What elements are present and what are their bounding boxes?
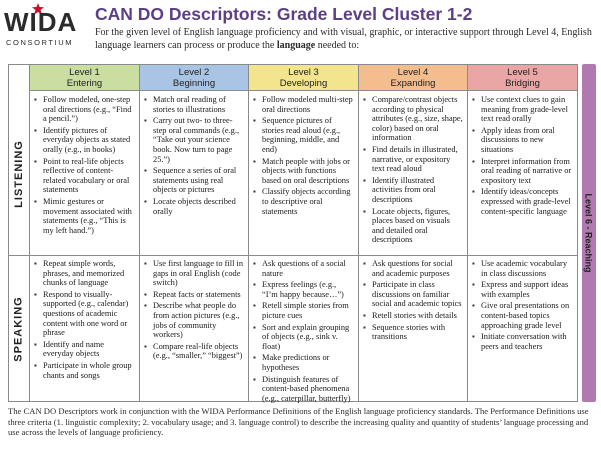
descriptor-item: ▪ Sequence a series of oral statements using real objects or pictures	[144, 166, 244, 195]
descriptor-item: ▪ Find details in illustrated, narrative, or expository text read aloud	[363, 145, 463, 174]
descriptor-item: ▪ Distinguish features of content-based phenomena (e.g., caterpillar, butterfly)	[253, 375, 354, 404]
speaking-cell	[30, 256, 139, 382]
level-number: Level 4	[397, 67, 429, 78]
descriptor-item: ▪ Express feelings (e.g., “I’m happy because…”)	[253, 280, 354, 299]
descriptor-item: ▪ Repeat simple words, phrases, and memorized chunks of language	[34, 259, 135, 288]
level-header	[249, 65, 358, 91]
descriptor-item: ▪ Initiate conversation with peers and teachers	[472, 332, 573, 351]
descriptor-item: ▪ Sequence pictures of stories read aloud (e.g., beginning, middle, and end)	[253, 116, 354, 154]
level-name: Expanding	[390, 78, 436, 89]
logo-wordmark: WIDA	[4, 7, 78, 37]
level-6-reaching-bar: Level 6 - Reaching	[582, 64, 596, 402]
level-number: Level 3	[288, 67, 319, 78]
level-name: Entering	[66, 78, 103, 89]
speaking-cell	[249, 256, 358, 405]
level-column-3	[248, 65, 358, 401]
level-column-2	[139, 65, 248, 401]
descriptor-item: ▪ Retell stories with details	[363, 311, 463, 321]
descriptor-item: ▪ Identify and name everyday objects	[34, 340, 135, 359]
descriptor-item: ▪ Give oral presentations on content-based topics approaching grade level	[472, 301, 573, 330]
descriptor-item: ▪ Compare real-life objects (e.g., “smaller,” “biggest”)	[144, 342, 244, 361]
descriptor-item: ▪ Identify illustrated activities from oral descriptions	[363, 176, 463, 205]
level-column-5	[467, 65, 577, 401]
level-header	[30, 65, 139, 91]
descriptor-item: ▪ Retell simple stories from picture cues	[253, 301, 354, 320]
descriptor-item: ▪ Follow modeled multi-step oral directions	[253, 95, 354, 114]
descriptor-item: ▪ Carry out two- to three-step oral commands (e.g., “Take out your science book. Now turn to page 25.”)	[144, 116, 244, 164]
level-header	[140, 65, 248, 91]
descriptor-item: ▪ Repeat facts or statements	[144, 290, 244, 300]
level-header	[359, 65, 467, 91]
descriptor-item: ▪ Match oral reading of stories to illustrations	[144, 95, 244, 114]
wida-logo	[4, 3, 86, 55]
descriptor-item: ▪ Compare/contrast objects according to physical attributes (e.g., size, shape, color) based on oral information	[363, 95, 463, 143]
descriptor-item: ▪ Mimic gestures or movement associated with statements (e.g., “This is my left hand.”)	[34, 197, 135, 235]
level-number: Level 5	[507, 67, 538, 78]
descriptor-item: ▪ Follow modeled, one-step oral directions (e.g., “Find a pencil.”)	[34, 95, 135, 124]
listening-cell	[359, 92, 467, 247]
descriptor-item: ▪ Apply ideas from oral discussions to new situations	[472, 126, 573, 155]
footer-note: The CAN DO Descriptors work in conjunction with the WIDA Performance Definitions of the English language proficiency standards. The Performance Definitions use three criteria (1. linguistic complexity; 2. vocabulary usage; and 3. language control) to describe the increasing quality and quantity of students’ language processing and use across the levels of language proficiency.	[8, 406, 589, 438]
level-number: Level 1	[69, 67, 100, 78]
listening-cell	[30, 92, 139, 237]
logo-subtitle: CONSORTIUM	[6, 38, 74, 47]
page-title: CAN DO Descriptors: Grade Level Cluster 1-2	[95, 4, 473, 24]
descriptor-item: ▪ Point to real-life objects reflective of content-related vocabulary or oral statements	[34, 157, 135, 195]
level-name: Developing	[279, 78, 328, 89]
descriptor-item: ▪ Interpret information from oral reading of narrative or expository text	[472, 157, 573, 186]
descriptor-item: ▪ Locate objects described orally	[144, 197, 244, 216]
descriptor-item: ▪ Make predictions or hypotheses	[253, 353, 354, 372]
descriptor-item: ▪ Respond to visually-supported (e.g., calendar) questions of academic content with one word or phrase	[34, 290, 135, 338]
row-label-listening: LISTENING	[13, 139, 26, 208]
level-column-4	[358, 65, 467, 401]
descriptor-item: ▪ Identify pictures of everyday objects as stated orally (e.g., in books)	[34, 126, 135, 155]
descriptor-item: ▪ Locate objects, figures, places based on visuals and detailed oral descriptions	[363, 207, 463, 245]
descriptor-item: ▪ Identify ideas/concepts expressed with grade-level content-specific language	[472, 187, 573, 216]
descriptor-item: ▪ Use academic vocabulary in class discussions	[472, 259, 573, 278]
descriptor-item: ▪ Sort and explain grouping of objects (e.g., sink v. float)	[253, 323, 354, 352]
descriptor-item: ▪ Classify objects according to descriptive oral statements	[253, 187, 354, 216]
listening-cell	[249, 92, 358, 218]
level-name: Bridging	[505, 78, 540, 89]
descriptor-item: ▪ Participate in whole group chants and songs	[34, 361, 135, 380]
descriptor-item: ▪ Match people with jobs or objects with functions based on oral descriptions	[253, 157, 354, 186]
level-name: Beginning	[172, 78, 216, 89]
descriptor-item: ▪ Participate in class discussions on familiar social and academic topics	[363, 280, 463, 309]
descriptor-item: ▪ Ask questions for social and academic purposes	[363, 259, 463, 278]
descriptor-item: ▪ Ask questions of a social nature	[253, 259, 354, 278]
level-column-1	[29, 65, 139, 401]
intro-text: For the given level of English language proficiency and with visual, graphic, or interactive support through Level 4, English language learners can process or produce the language needed to:	[95, 27, 592, 51]
row-label-speaking: SPEAKING	[13, 295, 25, 362]
descriptor-table	[8, 64, 578, 402]
descriptor-item: ▪ Use context clues to gain meaning from grade-level text read orally	[472, 95, 573, 124]
descriptor-item: ▪ Use first language to fill in gaps in oral English (code switch)	[144, 259, 244, 288]
listening-cell	[468, 92, 577, 218]
descriptor-item: ▪ Describe what people do from action pictures (e.g., jobs of community workers)	[144, 301, 244, 339]
speaking-cell	[359, 256, 467, 344]
speaking-cell	[468, 256, 577, 353]
descriptor-item: ▪ Express and support ideas with examples	[472, 280, 573, 299]
speaking-cell	[140, 256, 248, 363]
listening-cell	[140, 92, 248, 218]
level-number: Level 2	[178, 67, 210, 78]
intro-bold-word: language	[276, 39, 316, 51]
descriptor-item: ▪ Sequence stories with transitions	[363, 323, 463, 342]
level-header	[468, 65, 577, 91]
